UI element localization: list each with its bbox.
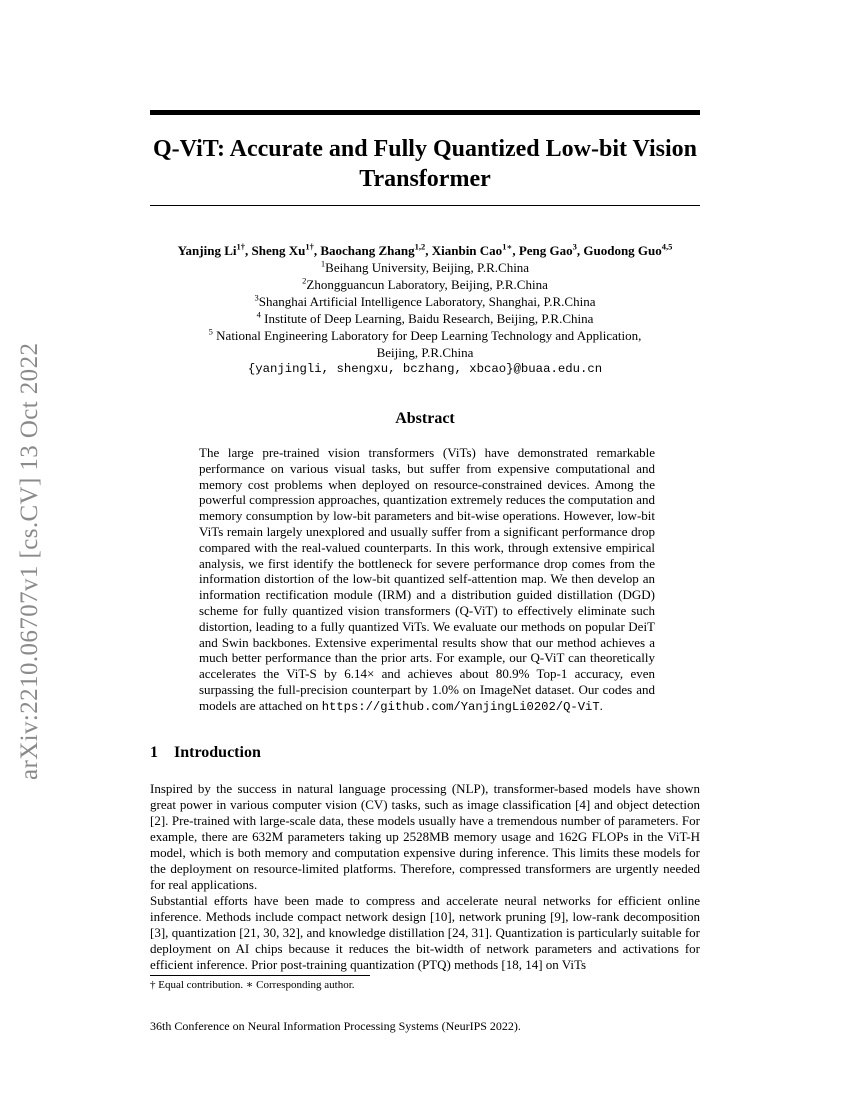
title-bottom-rule [150, 205, 700, 206]
affiliation-continuation: Beijing, P.R.China [376, 345, 474, 360]
code-repository-link[interactable]: https://github.com/YanjingLi0202/Q-ViT [321, 699, 600, 714]
affiliation-line: $^4$ Institute of Deep Learning, Baidu Research, Beijing, P.R.China [256, 309, 594, 326]
author-name: Peng Gao [518, 243, 573, 258]
arxiv-identifier: arXiv:2210.06707v1 [cs.CV] 13 Oct 2022 [16, 342, 43, 780]
author-affiliation-mark: 1,2 [414, 241, 426, 252]
affiliation-line: $^2$Zhongguancun Laboratory, Beijing, P.R.China [302, 275, 548, 292]
abstract-text: The large pre-trained vision transformers (ViTs) have demonstrated remarkable performance on various visual tasks, but suffer from expensive computational and memory cost problems when deployed on resource-constrained devices. Among the powerful compression approaches, quantization extremely reduces the computation and memory consumption by low-bit parameters and bit-wise operations. However, low-bit ViTs remain largely unexplored and usually suffer from a significant performance drop compared with the real-valued counterparts. In this work, through extensive empirical analysis, we first identify the bottleneck for severe performance drop comes from the information distortion of the low-bit quantized self-attention map. We then develop an information rectification module (IRM) and a distribution guided distillation (DGD) scheme for fully quantized vision transformers (Q-ViT) to effectively eliminate such distortion, leading to a fully quantized ViTs. We evaluate our methods on popular DeiT and Swin backbones. Extensive experimental results show that our method achieves a much better performance than the prior arts. For example, our Q-ViT can theoretically accelerates the ViT-S by 6.14× and achieves about 80.9% Top-1 accuracy, even surpassing the full-precision counterpart by 1.0% on ImageNet dataset. Our codes and models are attached on [199, 445, 655, 713]
section-heading [150, 744, 550, 762]
title-top-rule [150, 110, 700, 115]
author-affiliation-mark: 1† [305, 241, 314, 252]
author-name: Yanjing Li [177, 243, 237, 258]
author-affiliation-mark: 3 [572, 241, 577, 252]
author-block [125, 242, 725, 378]
footnote: † Equal contribution. ∗ Corresponding author. [150, 979, 355, 991]
author-affiliation-mark: 1† [236, 241, 245, 252]
affiliation-line: $^5$ National Engineering Laboratory for Deep Learning Technology and Application, [208, 326, 642, 343]
footnote-rule [150, 975, 370, 976]
conference-venue: 36th Conference on Neural Information Processing Systems (NeurIPS 2022). [150, 1019, 521, 1033]
author-name: Sheng Xu [251, 243, 306, 258]
affiliation-line: $^3$Shanghai Artificial Intelligence Laboratory, Shanghai, P.R.China [254, 292, 596, 309]
intro-paragraph-2: Substantial efforts have been made to compress and accelerate neural networks for efficient online inference. Methods include compact network design [10], network pruning [9], low-rank decomposition [3], quantization [21, 30, 32], and knowledge distillation [24, 31]. Quantization is particularly suitable for deployment on AI chips because it reduces the bit-width of network parameters and activations for efficient inference. Prior post-training quantization (PTQ) methods [18, 14] on ViTs [150, 893, 700, 972]
paper-title: Q-ViT: Accurate and Fully Quantized Low-bit Vision Transformer [152, 136, 698, 192]
author-affiliation-mark: 1∗ [502, 241, 513, 252]
author-name: Baochang Zhang [320, 243, 415, 258]
author-list: Yanjing $Li^{1\dagger}$, Sheng $Xu^{1\dagger}$, Baochang Zhang$^{1,2}$, Xianbin Cao$^{1∗}$, Peng Gao$^3$, Guodong Guo$^{4,5}$ [177, 241, 673, 258]
affiliation-line: $^1$Beihang University, Beijing, P.R.China [320, 258, 530, 275]
abstract-body [199, 445, 655, 716]
section-title: Introduction [174, 744, 261, 761]
intro-paragraph-1: Inspired by the success in natural language processing (NLP), transformer-based models have shown great power in various computer vision (CV) tasks, such as image classification [4] and object detection [2]. Pre-trained with large-scale data, these models usually have a tremendous number of parameters. For example, there are 632M parameters taking up 2528MB memory usage and 162G FLOPs in the ViT-H model, which is both memory and computation expensive during inference. This limits these models for the deployment on resource-limited platforms. Therefore, compressed transformers are urgently needed for real applications. [150, 781, 700, 892]
author-name: Guodong Guo [583, 243, 662, 258]
section-number: 1 [150, 744, 158, 761]
abstract-end: . [599, 697, 603, 713]
author-name: Xianbin Cao [431, 243, 503, 258]
abstract-heading: Abstract [395, 410, 455, 427]
author-emails: {yanjingli, shengxu, bczhang, xbcao}@buaa.edu.cn [247, 362, 603, 376]
author-affiliation-mark: 4,5 [661, 241, 673, 252]
